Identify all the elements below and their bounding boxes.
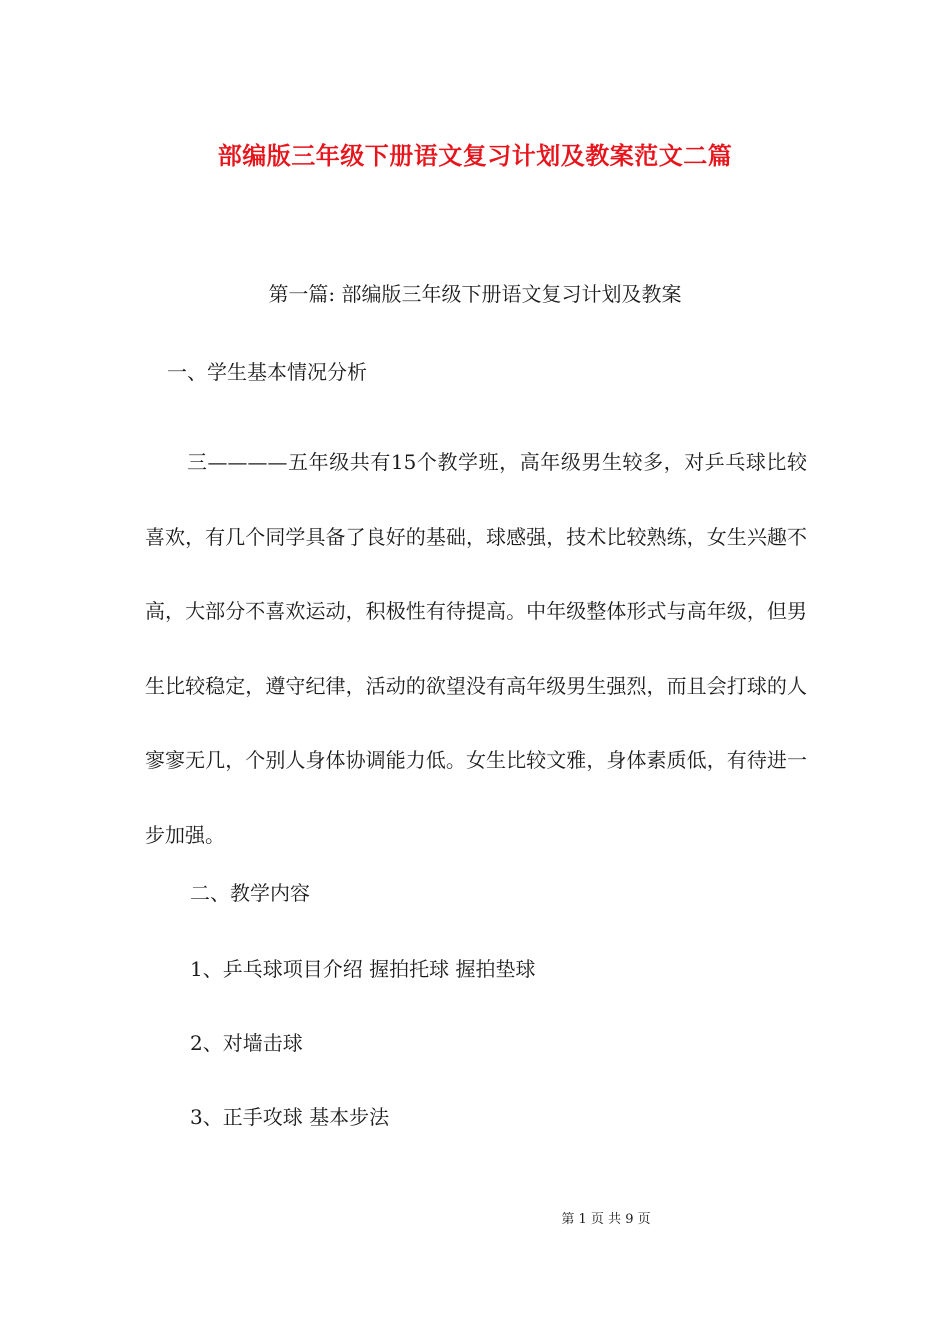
heading-teaching-content: 二、教学内容 xyxy=(190,881,310,905)
heading-student-analysis: 一、学生基本情况分析 xyxy=(167,360,367,384)
list-item: 3、正手攻球 基本步法 xyxy=(190,1105,390,1129)
page-number-footer: 第 1 页 共 9 页 xyxy=(561,1212,651,1227)
section-title: 第一篇: 部编版三年级下册语文复习计划及教案 xyxy=(268,282,682,306)
list-item: 1、乒乓球项目介绍 握拍托球 握拍垫球 xyxy=(190,957,536,981)
list-item: 2、对墙击球 xyxy=(190,1031,303,1055)
document-title: 部编版三年级下册语文复习计划及教案范文二篇 xyxy=(217,141,733,170)
paragraph-student-analysis: 三————五年级共有15个教学班，高年级男生较多，对乒乓球比较喜欢，有几个同学具备了良好的基础，球感强，技术比较熟练，女生兴趣不高，大部分不喜欢运动，积极性有待提高。中年级整体形式与高年级，但男生比较稳定，遵守纪律，活动的欲望没有高年级男生强烈，而且会打球的人寥寥无几，个别人身体协调能力低。女生比较文雅，身体素质低，有待进一步加强。 xyxy=(145,450,807,847)
